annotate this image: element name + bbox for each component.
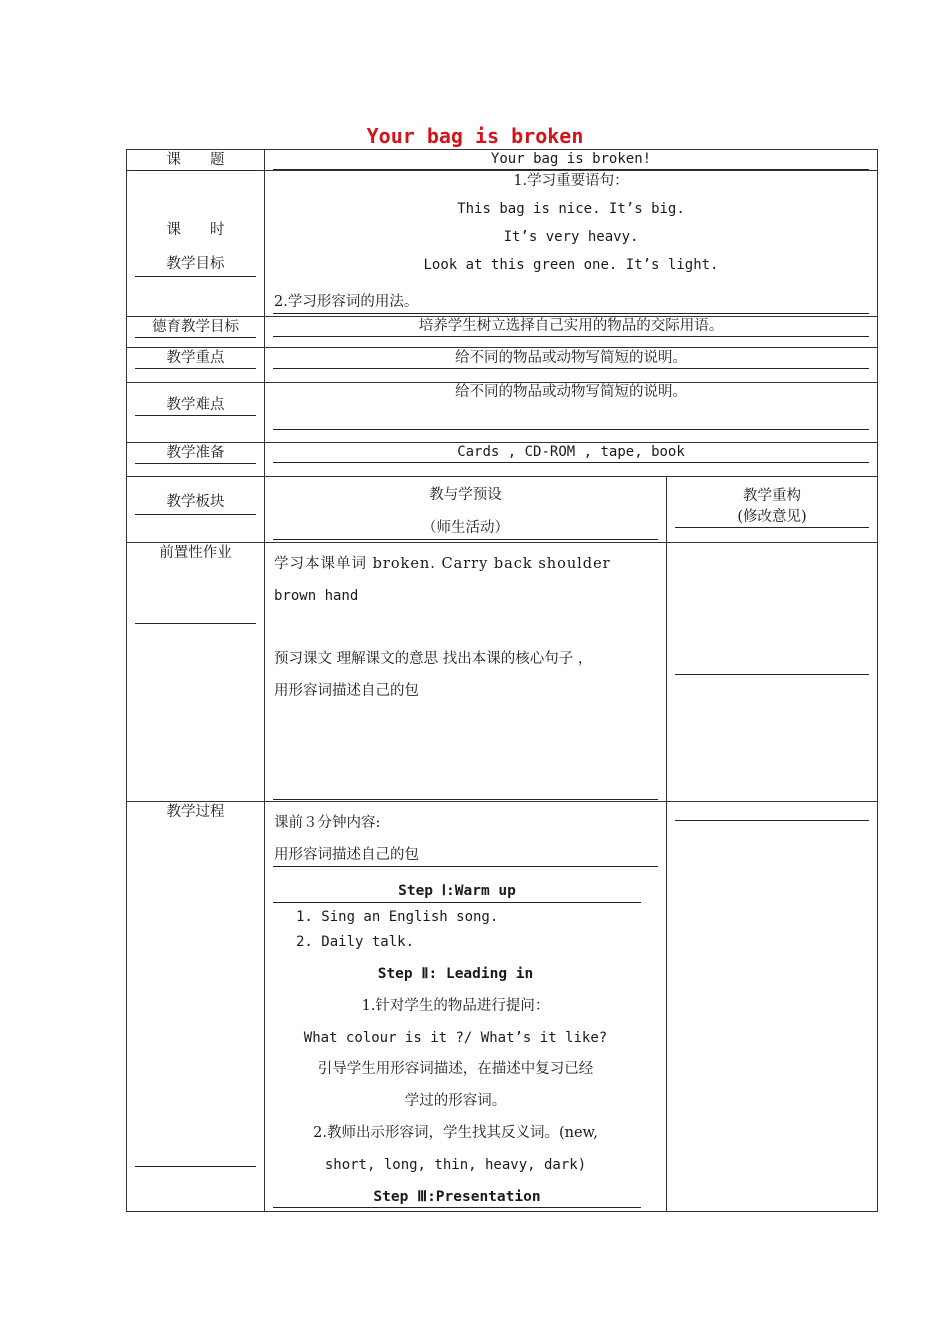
row-header: [127, 477, 878, 543]
homework-label-underline: [135, 623, 256, 624]
row-prep: [127, 443, 878, 477]
process-revision-line: [675, 820, 869, 821]
objective-sentence1: This bag is nice. It’s big.: [457, 201, 685, 217]
plan-header-line2: （师生活动）: [273, 517, 658, 540]
step1-heading: Step Ⅰ:Warm up: [273, 880, 641, 903]
row-topic: [127, 150, 878, 171]
difficulty-value: 给不同的物品或动物写简短的说明。: [455, 384, 687, 400]
key-point-label: 教学重点: [135, 348, 256, 369]
homework-revision-line: [675, 674, 869, 675]
homework-bottom-line: [273, 799, 658, 800]
objective-sentence2: It’s very heavy.: [503, 229, 639, 245]
homework-line4: 用形容词描述自己的包: [274, 683, 419, 699]
key-point-value: 给不同的物品或动物写简短的说明。: [273, 348, 869, 369]
prep-label: 教学准备: [135, 443, 256, 464]
objectives-label: 教学目标: [135, 253, 256, 277]
revision-header-line2: (修改意见): [675, 507, 869, 528]
pre-class-line2: 用形容词描述自己的包: [273, 844, 658, 867]
homework-line1: 学习本课单词 broken. Carry back shoulder: [274, 556, 611, 572]
moral-label: 德育教学目标: [135, 317, 256, 338]
step3-heading: Step Ⅲ:Presentation: [273, 1187, 641, 1208]
step2-line6: short, long, thin, heavy, dark): [324, 1157, 587, 1173]
pre-class-line1: 课前３分钟内容:: [274, 815, 381, 831]
step1-item-2: 2. Daily talk.: [296, 934, 415, 950]
step2-line2: What colour is it ?/ What’s it like?: [303, 1030, 608, 1046]
homework-line3: 预习课文 理解课文的意思 找出本课的核心句子 ，: [274, 651, 593, 667]
plan-header-line1: 教与学预设: [429, 487, 502, 503]
row-process: [127, 802, 878, 1212]
step2-line5: 2.教师出示形容词，学生找其反义词。(new,: [313, 1125, 598, 1141]
step2-heading: Step Ⅱ: Leading in: [377, 966, 534, 982]
moral-value: 培养学生树立选择自己实用的物品的交际用语。: [273, 317, 869, 337]
row-key-point: [127, 348, 878, 383]
lesson-plan-table: [126, 149, 878, 1212]
period-label: 课 时: [166, 222, 225, 238]
topic-value: Your bag is broken!: [273, 150, 869, 170]
step2-line3: 引导学生用形容词描述，在描述中复习已经: [317, 1061, 594, 1077]
step1-item-1: 1. Sing an English song.: [296, 909, 499, 925]
homework-label: 前置性作业: [159, 545, 232, 561]
topic-label: 课 题: [135, 150, 256, 171]
objective-sentence3: Look at this green one. It’s light.: [423, 257, 719, 273]
step2-line1: 1.针对学生的物品进行提问：: [361, 998, 550, 1014]
prep-value: Cards , CD-ROM , tape, book: [273, 443, 869, 463]
homework-line2: brown hand: [274, 588, 359, 604]
section-label: 教学板块: [135, 491, 256, 515]
page-title: Your bag is broken: [366, 124, 584, 148]
process-label: 教学过程: [166, 804, 225, 820]
difficulty-underline: [273, 429, 869, 430]
row-difficulty: [127, 383, 878, 443]
objective-item1-head: 1.学习重要语句：: [513, 173, 629, 189]
objective-item2: 2.学习形容词的用法。: [273, 291, 869, 314]
process-label-underline: [135, 1166, 256, 1167]
revision-header-line1: 教学重构: [743, 488, 801, 504]
row-objectives: [127, 171, 878, 317]
step2-line4: 学过的形容词。: [404, 1093, 507, 1109]
row-moral: [127, 317, 878, 348]
difficulty-label: 教学难点: [135, 395, 256, 416]
row-homework: [127, 543, 878, 802]
